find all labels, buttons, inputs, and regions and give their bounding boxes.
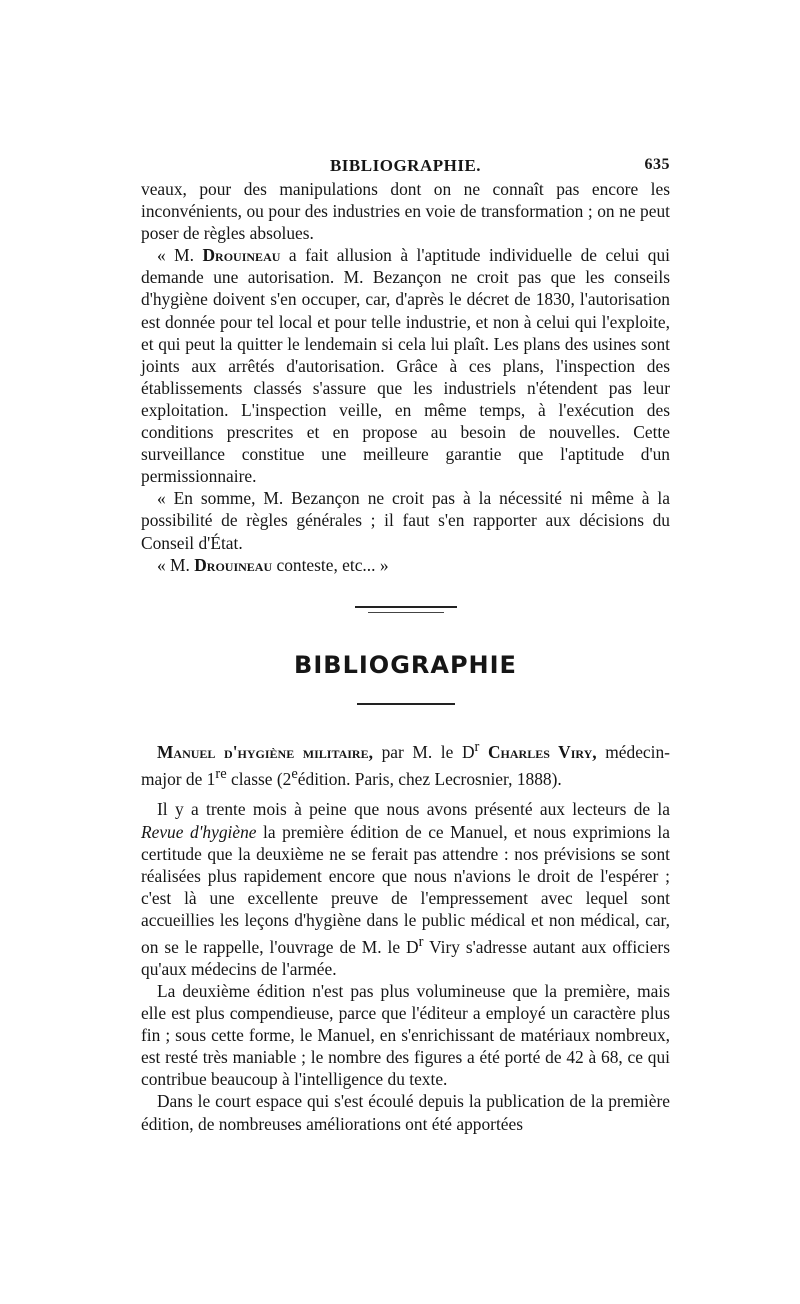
person-name: Drouineau	[194, 554, 273, 575]
divider-rule-thin	[368, 612, 444, 613]
journal-title: Revue d'hygiène	[141, 821, 257, 842]
page-number: 635	[644, 156, 670, 173]
paragraph: Il y a trente mois à peine que nous avons présenté aux lecteurs de la Revue d'hygiène la première édition de ce Manuel, et nous exprimions la certitude que la deuxième ne se ferait pas attendre : nos prévisions se sont réalisées plus rapidement encore que nous n'avions le droit de l'espérer ; c'est là une excellente preuve de l'empressement avec lequel sont accueillies les leçons d'hygiène dans le public médical et non médical, car, on se le rappelle, l'ouvrage de M. le $D^r$ Viry s'adresse autant aux officiers qu'aux médecins de l'armée.	[141, 799, 670, 979]
book-title: Manuel d'hygiène militaire,	[157, 741, 373, 762]
paragraph: « En somme, M. Bezançon ne croit pas à la nécessité ni même à la possibilité de règles générales ; il faut s'en rapporter aux décisions du Conseil d'État.	[141, 488, 670, 553]
paragraph: « M. Drouineau conteste, etc... »	[157, 554, 389, 575]
page	[141, 152, 670, 1135]
divider-rule	[357, 703, 455, 705]
person-name: Drouineau	[202, 245, 281, 266]
running-head	[141, 152, 670, 178]
author-name: Charles Viry,	[487, 741, 597, 762]
divider-rule	[355, 606, 457, 608]
discussion-section	[141, 178, 670, 576]
book-review	[141, 736, 670, 1135]
paragraph: « M. Drouineau a fait allusion à l'aptitude individuelle de celui qui demande une autorisation. M. Bezançon ne croit pas que les conseils d'hygiène doivent s'en occuper, car, d'après le décret de 1830, l'autorisation est donnée pour tel local et pour telle industrie, et non à celui qui l'exploite, et qui peut la quitter le lendemain si cela lui plaît. Les plans des usines sont joints aux arrêtés d'autorisation. Grâce à ces plans, l'inspection des établissements classés s'assure que les industriels n'étendent pas leur exploitation. L'inspection veille, en même temps, à l'exécution des conditions prescrites et en propose au besoin de nouvelles. Cette surveillance constitue une meilleure garantie que l'aptitude d'un permissionnaire.	[141, 245, 670, 487]
paragraph: La deuxième édition n'est pas plus volumineuse que la première, mais elle est plus compendieuse, parce que l'éditeur a employé un caractère plus fin ; sous cette forme, le Manuel, en s'enrichissant de matériaux nombreux, est resté très maniable ; le nombre des figures a été porté de 42 à 68, ce qui contribue beaucoup à l'intelligence du texte.	[141, 981, 670, 1090]
running-title: BIBLIOGRAPHIE.	[329, 156, 482, 175]
book-citation: Manuel d'hygiène militaire, par M. le $D^r$ Charles Viry, médecin-major de 1re classe (2eédition. Paris, chez Lecrosnier, 1888).	[141, 738, 670, 789]
section-title: BIBLIOGRAPHIE	[294, 650, 517, 679]
paragraph: Dans le court espace qui s'est écoulé depuis la publication de la première édition, de nombreuses améliorations ont été apportées	[141, 1091, 670, 1134]
paragraph: veaux, pour des manipulations dont on ne connaît pas encore les inconvénients, ou pour des industries en voie de transformation ; on ne peut poser de règles absolues.	[141, 179, 670, 244]
